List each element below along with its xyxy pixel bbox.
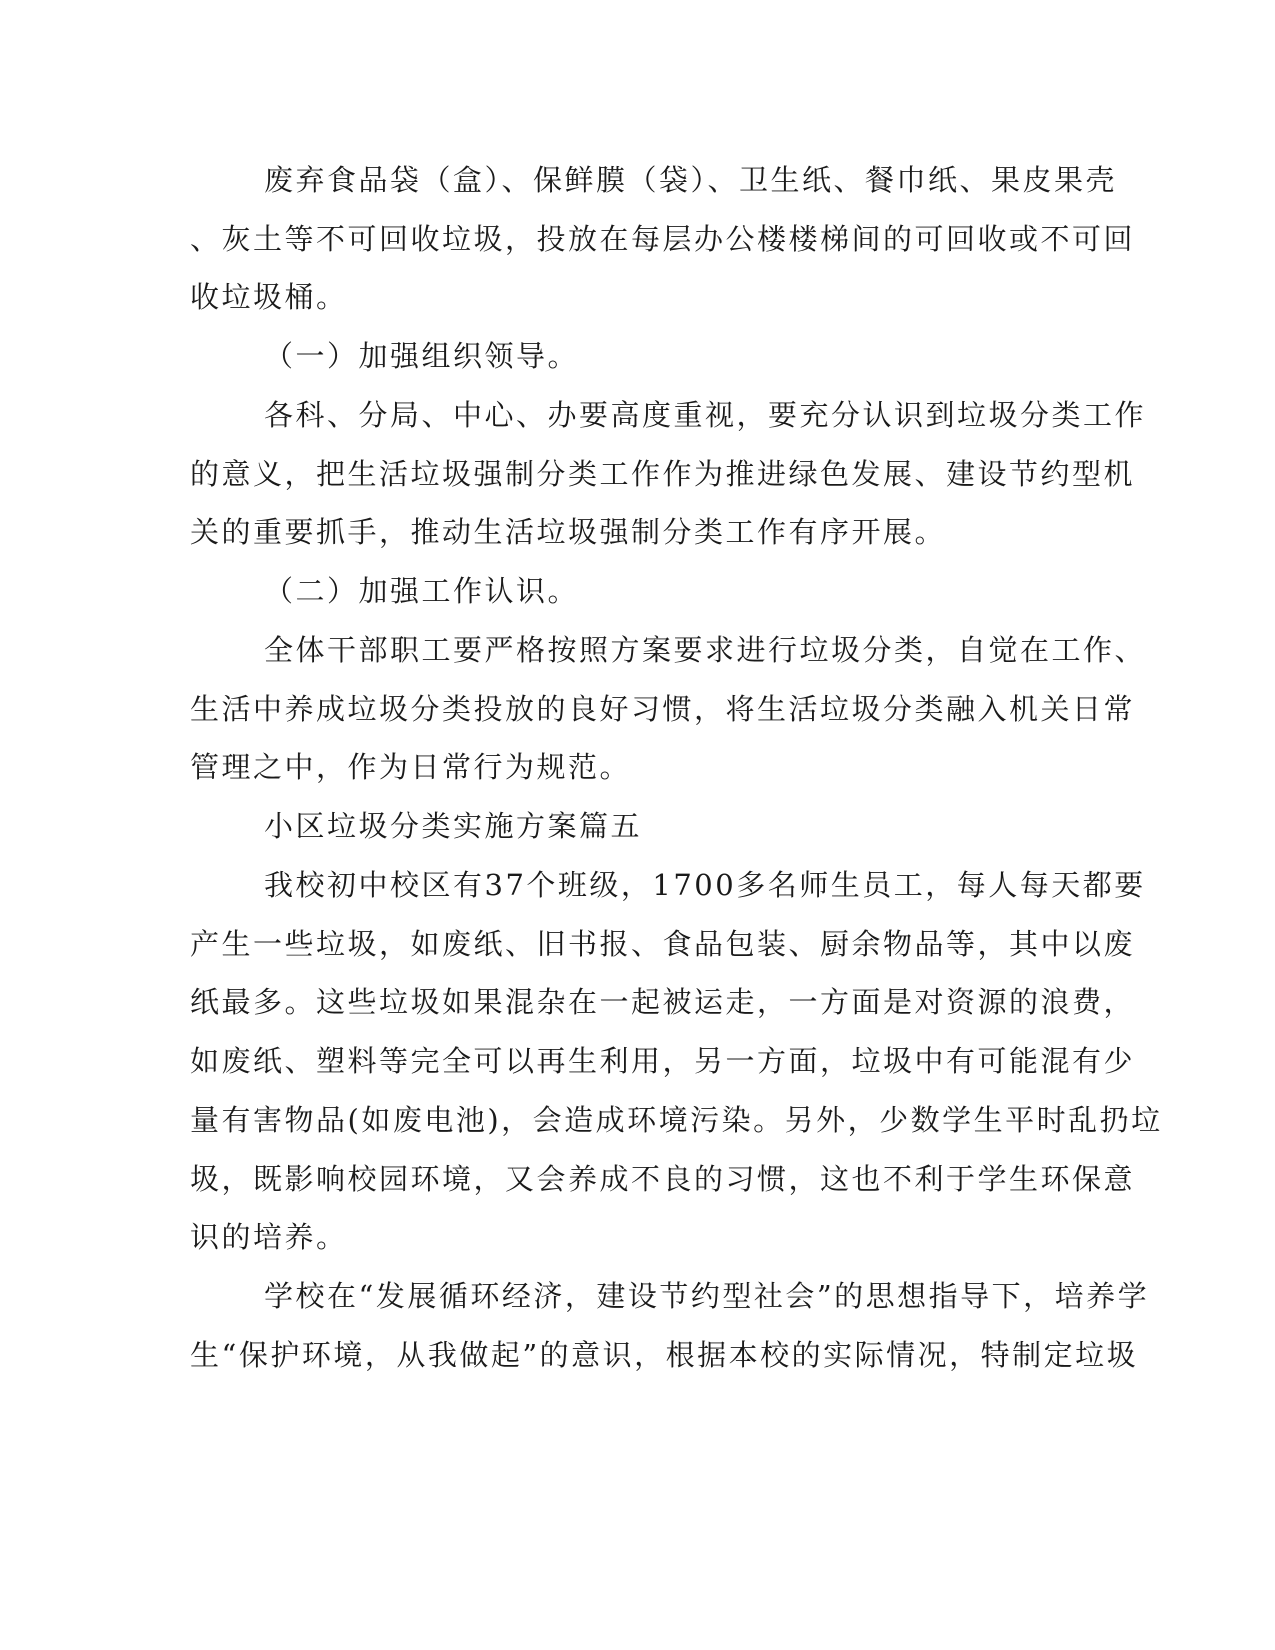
chapter-title: 小区垃圾分类实施方案篇五 bbox=[264, 809, 643, 843]
text-line: 识的培养。 bbox=[190, 1220, 348, 1254]
text-line: 产生一些垃圾，如废纸、旧书报、食品包装、厨余物品等，其中以废 bbox=[190, 927, 1136, 961]
text-line: 生“保护环境，从我做起”的意识，根据本校的实际情况，特制定垃圾 bbox=[190, 1338, 1139, 1372]
text-line: 圾，既影响校园环境，又会养成不良的习惯，这也不利于学生环保意 bbox=[190, 1162, 1136, 1196]
text-line: 如废纸、塑料等完全可以再生利用，另一方面，垃圾中有可能混有少 bbox=[190, 1044, 1136, 1078]
text-line: 纸最多。这些垃圾如果混杂在一起被运走，一方面是对资源的浪费， bbox=[190, 985, 1136, 1019]
section-heading: （二）加强工作认识。 bbox=[264, 574, 580, 608]
text-line: 管理之中，作为日常行为规范。 bbox=[190, 750, 632, 784]
text-line: 关的重要抓手，推动生活垃圾强制分类工作有序开展。 bbox=[190, 515, 947, 549]
text-line: 全体干部职工要严格按照方案要求进行垃圾分类，自觉在工作、 bbox=[264, 633, 1147, 667]
text-line: 的意义，把生活垃圾强制分类工作作为推进绿色发展、建设节约型机 bbox=[190, 457, 1136, 491]
text-line: 学校在“发展循环经济，建设节约型社会”的思想指导下，培养学 bbox=[264, 1279, 1150, 1313]
text-line: 废弃食品袋（盒）、保鲜膜（袋）、卫生纸、餐巾纸、果皮果壳 bbox=[264, 163, 1118, 197]
text-line: 我校初中校区有37个班级，1700多名师生员工，每人每天都要 bbox=[264, 868, 1146, 902]
text-line: 、灰土等不可回收垃圾，投放在每层办公楼楼梯间的可回收或不可回 bbox=[190, 222, 1136, 256]
text-line: 生活中养成垃圾分类投放的良好习惯，将生活垃圾分类融入机关日常 bbox=[190, 692, 1136, 726]
text-line: 各科、分局、中心、办要高度重视，要充分认识到垃圾分类工作 bbox=[264, 398, 1147, 432]
text-line: 收垃圾桶。 bbox=[190, 280, 348, 314]
text-line: 量有害物品(如废电池)，会造成环境污染。另外，少数学生平时乱扔垃 bbox=[190, 1103, 1163, 1137]
section-heading: （一）加强组织领导。 bbox=[264, 339, 580, 373]
